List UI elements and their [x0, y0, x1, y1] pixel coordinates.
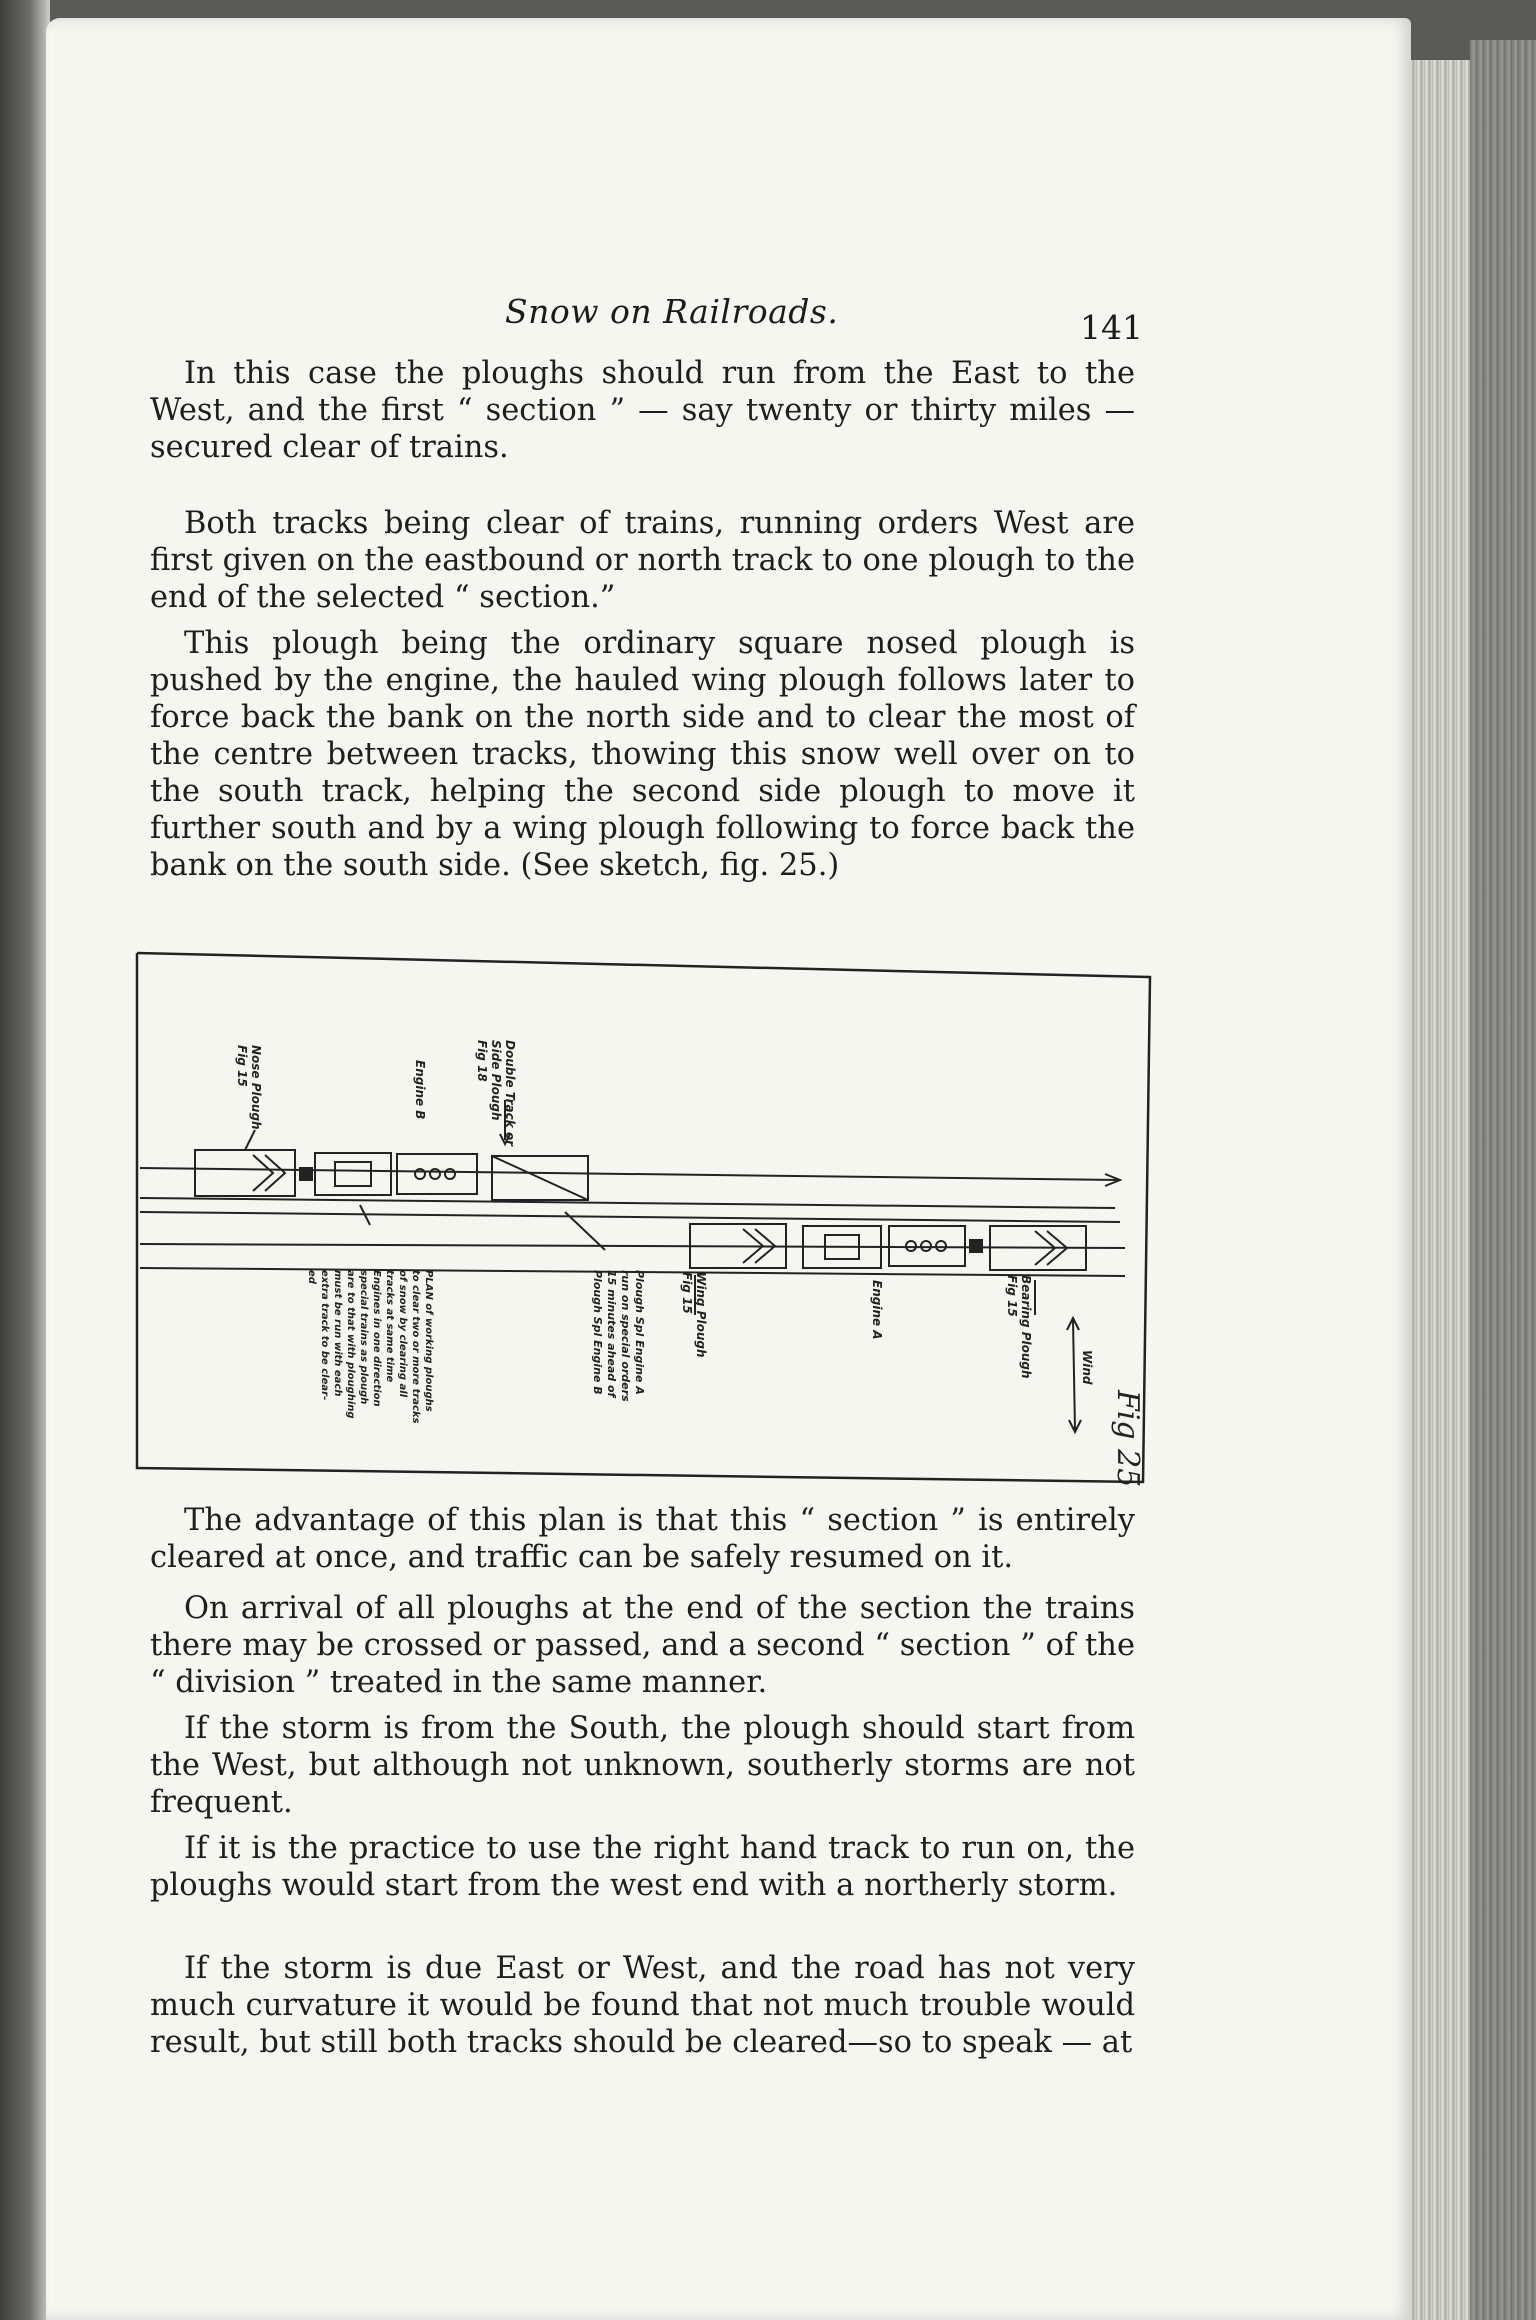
running-head: Snow on Railroads. [505, 292, 839, 331]
paragraph-2: Both tracks being clear of trains, running orders West are first given on the eastbound or north track to one plough to the end of the selected “ section.” [150, 506, 1135, 615]
paragraph-6: If the storm is from the South, the plough should start from the West, but although not unknown, southerly storms are not frequent. [150, 1711, 1135, 1820]
previous-page-edge [0, 0, 50, 2320]
engine-b-boiler [397, 1154, 477, 1194]
paragraph-1: In this case the ploughs should run from the East to the West, and the first “ section ” — say twenty or thirty miles — secured clear of trains. [150, 356, 1135, 465]
label-engine-b: Engine B [413, 1060, 427, 1120]
engine-b-cab [315, 1153, 391, 1195]
nose-plough-chevron [265, 1155, 285, 1191]
book-cover-edge [1470, 40, 1536, 2320]
paragraph-7: If it is the practice to use the right hand track to run on, the ploughs would start from the west end with a northerly storm. [150, 1831, 1135, 1903]
wind-arrow [1073, 1320, 1075, 1430]
centre-line [140, 1212, 1120, 1222]
label-wind: Wind [1080, 1350, 1094, 1385]
paragraph-4: The advantage of this plan is that this “ section ” is entirely cleared at once, and traffic can be safely resumed on it. [150, 1503, 1135, 1575]
engine-a-boiler [889, 1226, 965, 1266]
label-double-track-plough: Double Track or Side Plough Fig 18 [475, 1040, 517, 1147]
page-number: 141 [1080, 308, 1143, 347]
north-track-rail-2 [140, 1198, 1115, 1208]
nose-plough-car [195, 1150, 295, 1196]
label-plan-note: PLAN of working ploughs to clear two or more tracks of snow by clearing all tracks at same time Engines in one direction special trains as plough are to that with ploughing must be run with each extra track to be clear- ed [306, 1270, 434, 1424]
paragraph-5: On arrival of all ploughs at the end of the section the trains there may be crossed or passed, and a second “ section ” of the “ division ” treated in the same manner. [150, 1591, 1135, 1700]
figure-25-track-diagram [135, 950, 1155, 1490]
label-wing-plough: Wing Plough Fig 15 [680, 1272, 708, 1358]
label-bearing-plough: Bearing Plough Fig 15 [1005, 1275, 1033, 1379]
paragraph-3: This plough being the ordinary square nosed plough is pushed by the engine, the hauled wing plough follows later to force back the bank on the north side and to clear the most of the centre between tracks, thowing this snow well over on to the south track, helping the second side plough to move it further south and by a wing plough following to force back the bank on the south side. (See sketch, fig. 25.) [150, 626, 1135, 883]
label-nose-plough: Nose Plough Fig 15 [235, 1045, 263, 1130]
label-engine-a: Engine A [870, 1280, 884, 1340]
paragraph-8: If the storm is due East or West, and the road has not very much curvature it would be found that not much trouble would result, but still both tracks should be cleared—so to speak — at [150, 1951, 1135, 2060]
label-plough-special: Plough Spl Engine A run on special orders 15 minutes ahead of Plough Spl Engine B [591, 1270, 646, 1402]
figure-caption: Fig 25 [1110, 1390, 1145, 1488]
north-track-rail-1 [140, 1168, 1120, 1180]
